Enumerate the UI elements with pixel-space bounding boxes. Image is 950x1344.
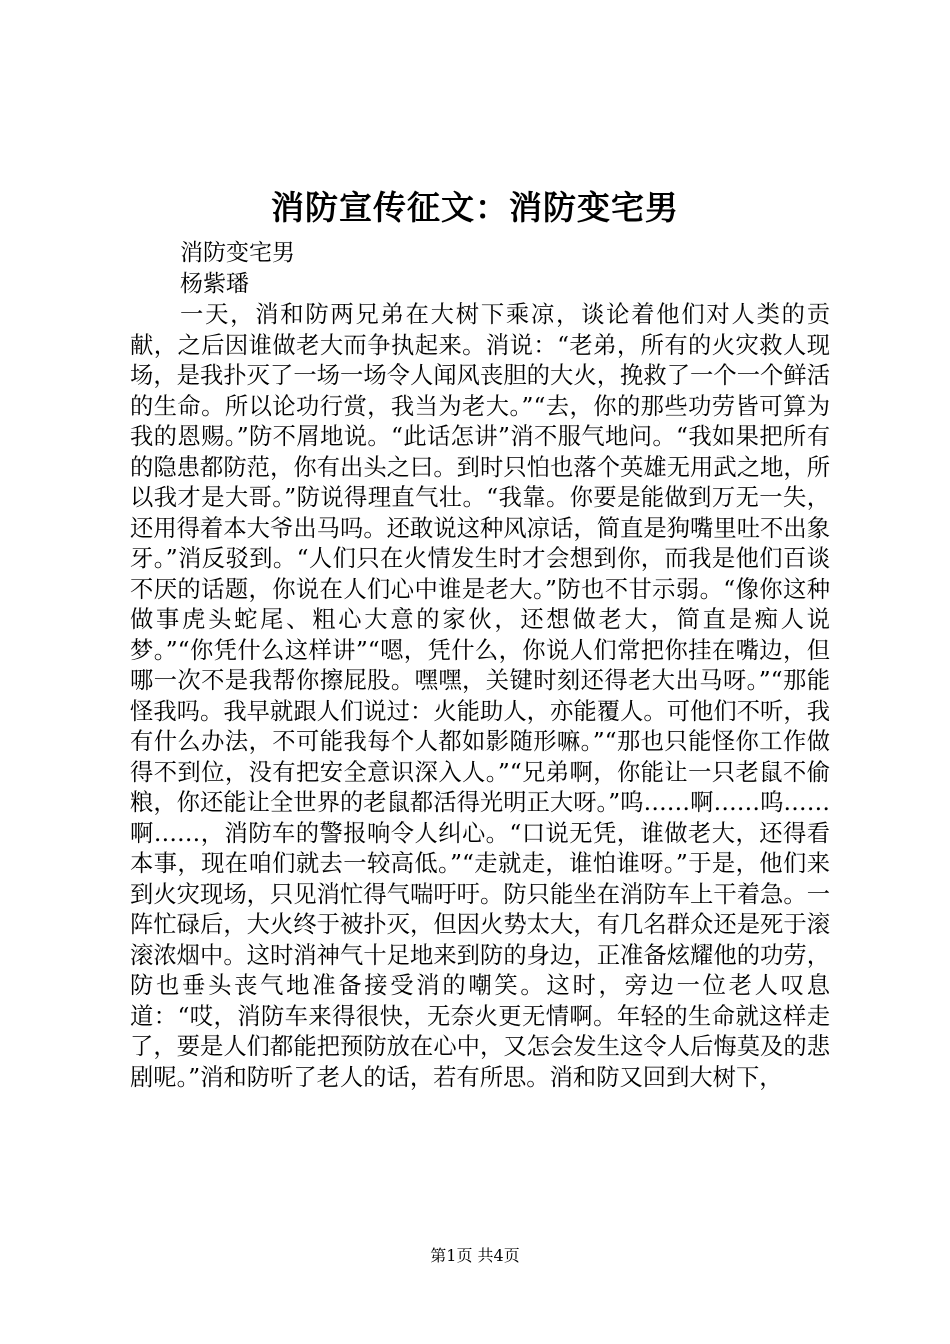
page-footer: 第1页 共4页 bbox=[430, 1246, 520, 1265]
document-title: 消防宣传征文：消防变宅男 bbox=[271, 188, 679, 227]
document-author: 杨紫璠 bbox=[180, 271, 249, 297]
document-subtitle: 消防变宅男 bbox=[180, 240, 295, 266]
body-paragraph: 一天，消和防两兄弟在大树下乘凉，谈论着他们对人类的贡献，之后因谁做老大而争执起来。消说：“老弟，所有的火灾救人现场，是我扑灭了一场一场令人闻风丧胆的大火，挽救了一个一个鲜活的生命。所以论功行赏，我当为老大。”“去，你的那些功劳皆可算为我的恩赐。”防不屑地说。“此话怎讲”消不服气地问。“我如果把所有的隐患都防范，你有出头之曰。到时只怕也落个英雄无用武之地，所以我才是大哥。”防说得理直气壮。“我靠。你要是能做到万无一失，还用得着本大爷出马吗。还敢说这种风凉话，简直是狗嘴里吐不出象牙。”消反驳到。“人们只在火情发生时才会想到你，而我是他们百谈不厌的话题，你说在人们心中谁是老大。”防也不甘示弱。“像你这种做事虎头蛇尾、粗心大意的家伙，还想做老大，简直是痴人说梦。”“你凭什么这样讲”“嗯，凭什么，你说人们常把你挂在嘴边，但哪一次不是我帮你擦屁股。嘿嘿，关键时刻还得老大出马呀。”“那能怪我吗。我早就跟人们说过：火能助人，亦能覆人。可他们不听，我有什么办法，不可能我每个人都如影随形嘛。”“那也只能怪你工作做得不到位，没有把安全意识深入人。”“兄弟啊，你能让一只老鼠不偷粮，你还能让全世界的老鼠都活得光明正大呀。”呜……啊……呜……啊……，消防车的警报响令人纠心。“口说无凭，谁做老大，还得看本事，现在咱们就去一较高低。”“走就走，谁怕谁呀。”于是，他们来到火灾现场，只见消忙得气喘吁吁。防只能坐在消防车上干着急。一阵忙碌后，大火终于被扑灭，但因火势太大，有几名群众还是死于滚滚浓烟中。这时消神气十足地来到防的身边，正准备炫耀他的功劳，防也垂头丧气地准备接受消的嘲笑。这时，旁边一位老人叹息道：“哎，消防车来得很快，无奈火更无情啊。年轻的生命就这样走了，要是人们都能把预防放在心中，又怎会发生这令人后悔莫及的悲剧呢。”消和防听了老人的话，若有所思。消和防又回到大树下， bbox=[130, 301, 830, 1091]
